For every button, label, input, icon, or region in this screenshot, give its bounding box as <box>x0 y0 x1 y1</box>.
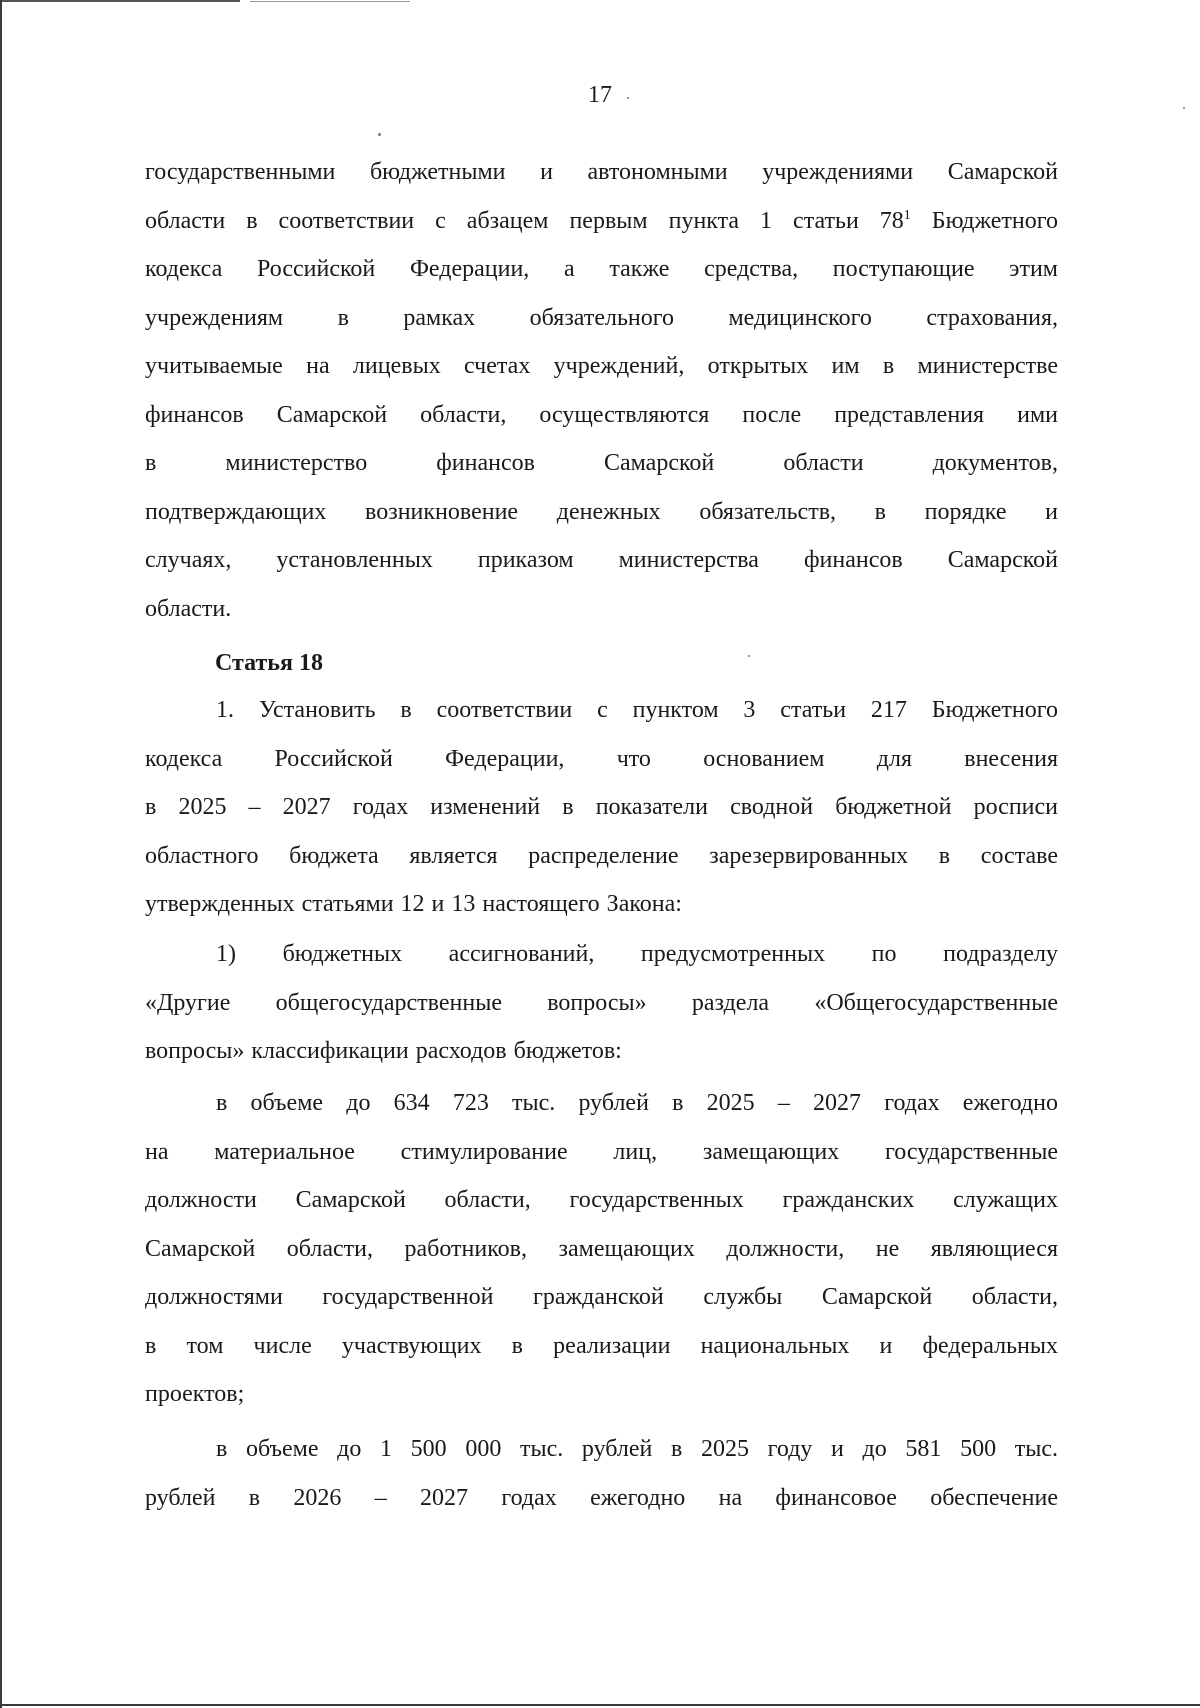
paragraph-item-1 <box>145 930 1058 1076</box>
text-line: учреждениям в рамках обязательного медицинского страхования, <box>145 304 1058 331</box>
text-line: подтверждающих возникновение денежных обязательств, в порядке и <box>145 498 1058 525</box>
paragraph-continuation <box>145 148 1058 633</box>
text-line: кодекса Российской Федерации, что основанием для внесения <box>145 745 1058 772</box>
text-line: 1) бюджетных ассигнований, предусмотренных по подразделу <box>216 941 1058 967</box>
text-line: Самарской области, работников, замещающих должности, не являющиеся <box>145 1235 1058 1262</box>
text-line: 1. Установить в соответствии с пунктом 3 статьи 217 Бюджетного <box>216 697 1058 723</box>
text-line: вопросы» классификации расходов бюджетов: <box>145 1038 622 1064</box>
text-line: случаях, установленных приказом министерства финансов Самарской <box>145 547 1058 573</box>
scan-edge-top-faint <box>250 1 410 2</box>
text-line: государственными бюджетными и автономными учреждениями Самарской <box>145 159 1058 185</box>
scan-edge-top <box>0 0 240 2</box>
text-line: на материальное стимулирование лиц, замещающих государственные <box>145 1138 1058 1165</box>
paragraph-amount-1500000 <box>145 1425 1058 1522</box>
text-line: кодекса Российской Федерации, а также средства, поступающие этим <box>145 256 1058 282</box>
text-line: области. <box>145 595 232 622</box>
text-line: проектов; <box>145 1381 245 1407</box>
page-number: 17 <box>588 82 612 108</box>
superscript: 1 <box>903 207 911 223</box>
text-line: учитываемые на лицевых счетах учреждений, открытых им в министерстве <box>145 353 1058 379</box>
text-line: в 2025 – 2027 годах изменений в показатели сводной бюджетной росписи <box>145 794 1058 820</box>
text-line: рублей в 2026 – 2027 годах ежегодно на финансовое обеспечение <box>145 1484 1058 1511</box>
scan-speck <box>748 655 750 657</box>
text-line: утвержденных статьями 12 и 13 настоящего Закона: <box>145 891 682 917</box>
text-line: «Другие общегосударственные вопросы» раздела «Общегосударственные <box>145 989 1058 1016</box>
scan-edge-bottom <box>0 1704 1200 1706</box>
text-line: финансов Самарской области, осуществляются после представления ими <box>145 401 1058 428</box>
paragraph-article-18-1 <box>145 686 1058 929</box>
text-fragment: области в соответствии с абзацем первым пункта 1 статьи 78 <box>145 207 904 234</box>
text-line: должности Самарской области, государственных гражданских служащих <box>145 1187 1058 1213</box>
text-line: в министерство финансов Самарской области документов, <box>145 450 1058 476</box>
text-line: в объеме до 1 500 000 тыс. рублей в 2025 году и до 581 500 тыс. <box>216 1436 1058 1462</box>
scan-speck <box>378 133 381 136</box>
paragraph-amount-634723 <box>145 1079 1058 1419</box>
text-line <box>145 197 1058 246</box>
article-heading: Статья 18 <box>215 650 323 676</box>
text-fragment: Бюджетного <box>910 207 1058 234</box>
scan-edge-left <box>0 0 2 1708</box>
text-line: областного бюджета является распределение зарезервированных в составе <box>145 842 1058 869</box>
text-line: в том числе участвующих в реализации национальных и федеральных <box>145 1332 1058 1359</box>
text-line: должностями государственной гражданской службы Самарской области, <box>145 1284 1058 1310</box>
text-line: в объеме до 634 723 тыс. рублей в 2025 – 2027 годах ежегодно <box>216 1090 1058 1116</box>
